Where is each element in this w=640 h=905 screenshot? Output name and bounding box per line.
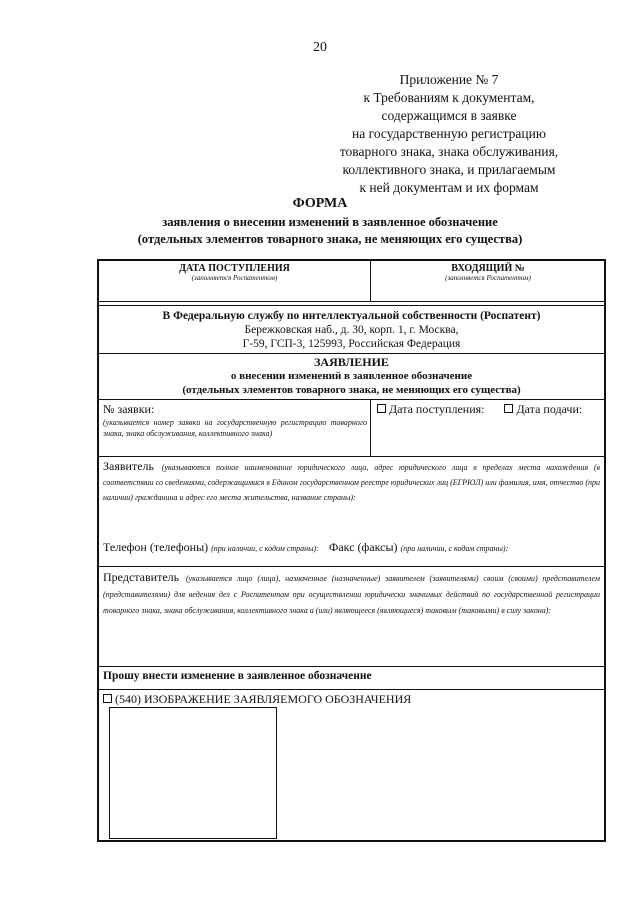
date-filed-checkbox[interactable] (504, 402, 516, 416)
phone-note: (при наличии, с кодом страны): (211, 544, 319, 553)
representative-note: (указывается лицо (лица), назначенное (назначенные) заявителем (заявителями) своим (своими) представителем (представителями) для ведения дел с Роспатентом при осуществлении юридически значимых действий по государственной регистрации товарного знака, знака обслуживания, коллективного знака и (или) являющееся (являющиеся) таковым (таковыми) в силу закона): (103, 574, 601, 615)
divider (99, 456, 604, 457)
appendix-line: Приложение № 7 (399, 72, 499, 87)
phone-label: Телефон (телефоны) (103, 540, 209, 554)
divider (99, 566, 604, 567)
statement-line: о внесении изменений в заявленное обозначение (230, 370, 473, 382)
addressee-address: Г-59, ГСП-3, 125993, Российская Федерация (242, 338, 461, 350)
date-received-option: Дата поступления: (389, 402, 485, 416)
appendix-line: товарного знака, знака обслуживания, (339, 144, 559, 159)
image-section-label: (540) ИЗОБРАЖЕНИЕ ЗАЯВЛЯЕМОГО ОБОЗНАЧЕНИЯ (115, 692, 412, 706)
appendix-line: к ней документам и их формам (359, 180, 539, 195)
contacts-row (103, 540, 603, 555)
divider (99, 353, 604, 354)
application-number-note: (указывается номер заявки на государственную регистрацию товарного знака, знака обслуживания, коллективного знака) (103, 418, 367, 438)
date-received-checkbox[interactable] (377, 402, 389, 416)
addressee-block (99, 309, 604, 351)
applicant-cell[interactable] (103, 459, 600, 504)
form-subtitle-line: заявления о внесении изменений в заявленное обозначение (162, 215, 498, 229)
appendix-line: содержащимся в заявке (381, 108, 517, 123)
dates-cell (377, 402, 605, 417)
appendix-line: коллективного знака, и прилагаемым (342, 162, 556, 177)
application-number-label: № заявки: (103, 402, 155, 416)
statement-title: ЗАЯВЛЕНИЕ (314, 355, 389, 369)
incoming-number-label: ВХОДЯЩИЙ № (451, 263, 525, 274)
representative-label: Представитель (103, 570, 180, 584)
representative-cell[interactable] (103, 570, 600, 618)
application-number-cell[interactable] (103, 402, 367, 439)
appendix-header (300, 71, 598, 197)
divider (370, 399, 371, 456)
divider (99, 301, 604, 302)
applicant-label: Заявитель (103, 459, 154, 473)
mark-image-box[interactable] (109, 707, 277, 839)
divider (99, 305, 604, 306)
addressee-title: В Федеральную службу по интеллектуальной собственности (Роспатент) (162, 310, 541, 322)
request-line: Прошу внести изменение в заявленное обозначение (103, 670, 372, 682)
application-form (97, 259, 606, 842)
date-received-note: (заполняется Роспатентом) (191, 274, 278, 282)
date-filed-option: Дата подачи: (516, 402, 583, 416)
fax-note: (при наличии, с кодом страны): (400, 544, 509, 553)
divider (99, 689, 604, 690)
incoming-number-cell[interactable] (372, 263, 604, 301)
applicant-note: (указываются полное наименование юридического лица, адрес юридического лица в пределах места нахождения (в соответствии со сведениями, содержащимися в Едином государственном реестре юридических лиц (ЕГРЮЛ) или фамилия, имя, отчество (при наличии) гражданина и адрес его места жительства, название страны): (103, 463, 601, 502)
divider (99, 399, 604, 400)
incoming-number-note: (заполняется Роспатентом) (445, 274, 531, 282)
statement-block (99, 355, 604, 397)
appendix-line: к Требованиям к документам, (363, 90, 535, 105)
fax-label: Факс (факсы) (328, 540, 398, 554)
date-received-cell[interactable] (99, 263, 370, 301)
image-section-checkbox[interactable] (103, 692, 115, 706)
statement-line: (отдельных элементов товарного знака, не меняющих его существа) (182, 384, 521, 396)
appendix-line: на государственную регистрацию (352, 126, 546, 141)
divider (99, 666, 604, 667)
divider (370, 261, 371, 301)
addressee-address: Бережковская наб., д. 30, корп. 1, г. Москва, (244, 324, 459, 336)
image-section-header (103, 692, 600, 707)
form-title: ФОРМА (292, 196, 348, 211)
date-received-label: ДАТА ПОСТУПЛЕНИЯ (179, 263, 290, 274)
form-subtitle (60, 214, 600, 248)
page-number: 20 (313, 40, 327, 55)
form-subtitle-line: (отдельных элементов товарного знака, не меняющих его существа) (137, 232, 523, 246)
